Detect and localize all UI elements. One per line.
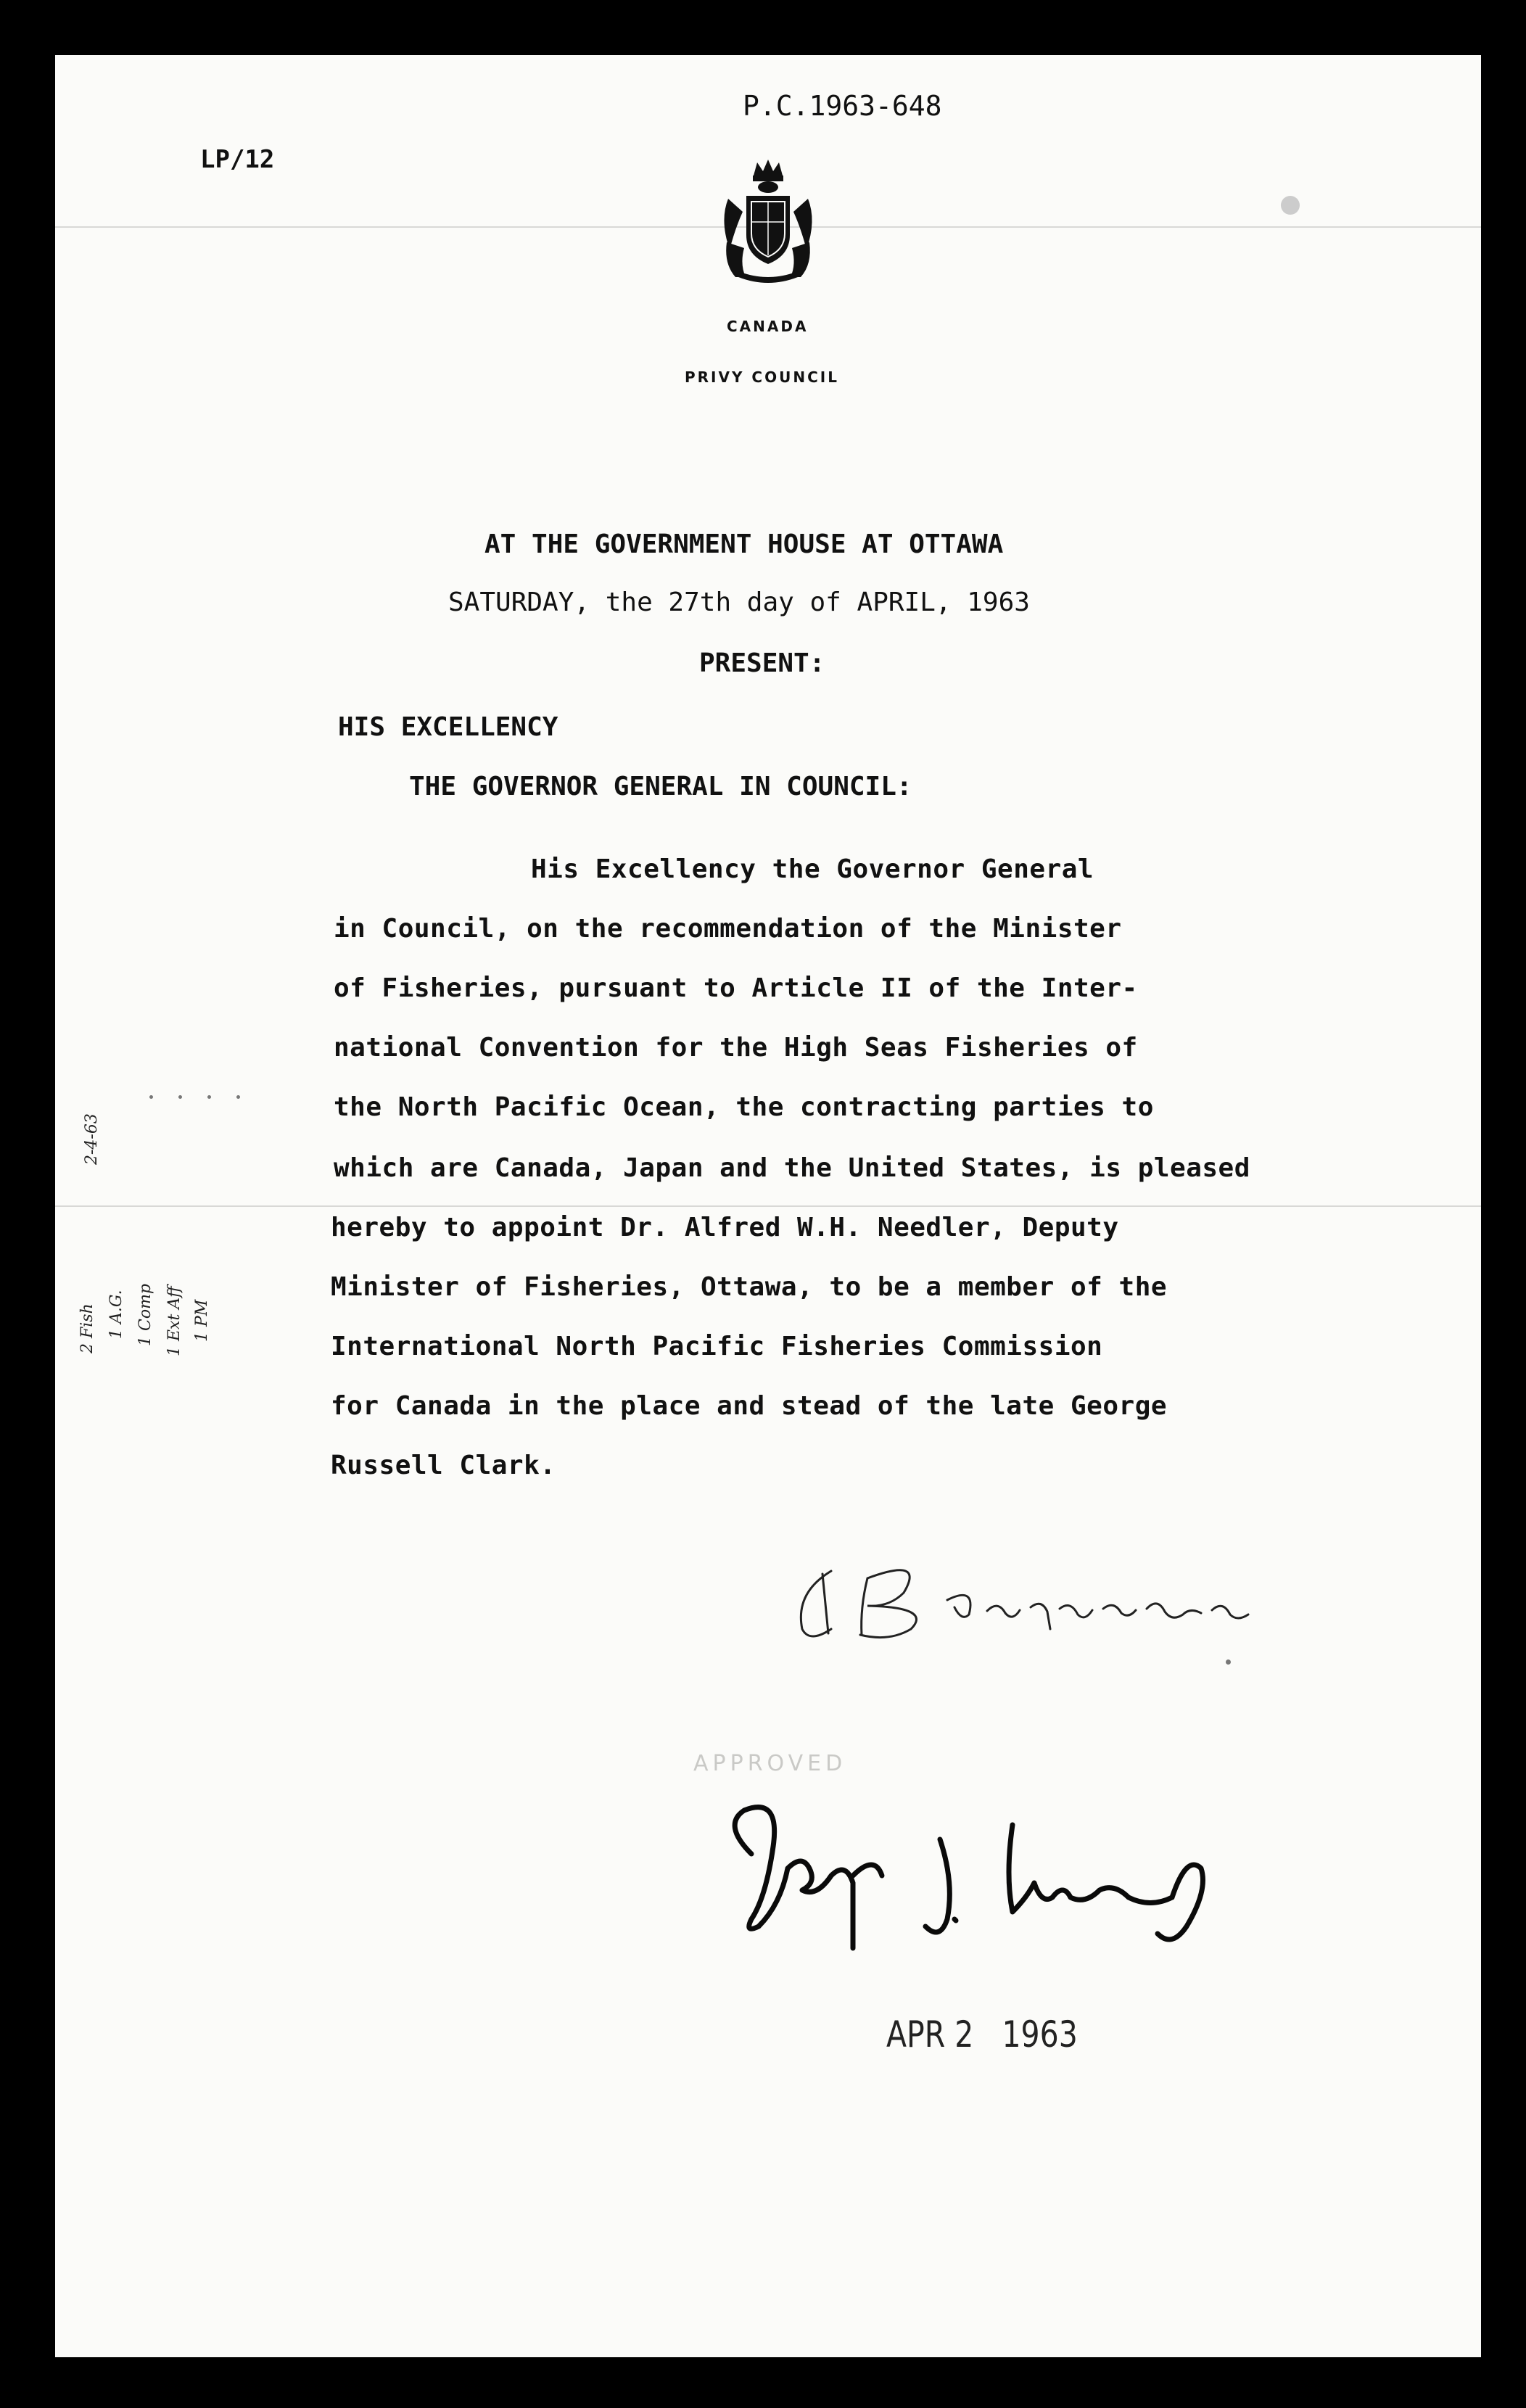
dot <box>207 1095 211 1099</box>
present-label: PRESENT: <box>699 648 825 678</box>
margin-note: 1 Ext Aff <box>165 1286 183 1356</box>
dot <box>236 1095 240 1099</box>
dot <box>149 1095 153 1099</box>
body-line: in Council, on the recommendation of the Minister <box>334 914 1122 944</box>
body-line: International North Pacific Fisheries Commission <box>331 1332 1103 1361</box>
ink-dot <box>1226 1659 1231 1665</box>
body-line: Minister of Fisheries, Ottawa, to be a member of the <box>331 1272 1168 1302</box>
prime-minister-signature <box>780 1549 1332 1665</box>
body-line: Russell Clark. <box>331 1451 556 1480</box>
margin-note: 1 PM <box>193 1299 211 1342</box>
meeting-place: AT THE GOVERNMENT HOUSE AT OTTAWA <box>484 529 1004 559</box>
smudge <box>1281 196 1300 215</box>
margin-note: 1 Comp <box>136 1283 154 1346</box>
meeting-date: SATURDAY, the 27th day of APRIL, 1963 <box>448 587 1030 617</box>
dot <box>178 1095 182 1099</box>
body-line: for Canada in the place and stead of the late George <box>331 1391 1168 1421</box>
approved-stamp: APPROVED <box>693 1751 847 1776</box>
file-reference: LP/12 <box>200 145 275 174</box>
approval-date: APR 2 1963 <box>886 2013 1078 2056</box>
body-line: His Excellency the Governor General <box>531 854 1094 884</box>
body-line: national Convention for the High Seas Fisheries of <box>334 1033 1138 1063</box>
body-line: the North Pacific Ocean, the contracting parties to <box>334 1092 1154 1122</box>
body-line: hereby to appoint Dr. Alfred W.H. Needler, Deputy <box>331 1213 1119 1242</box>
order-number: P.C.1963-648 <box>743 90 942 122</box>
addressee-line-1: HIS EXCELLENCY <box>338 712 558 742</box>
office-label: PRIVY COUNCIL <box>685 368 839 386</box>
addressee-line-2: THE GOVERNOR GENERAL IN COUNCIL: <box>409 772 912 801</box>
country-label: CANADA <box>727 318 809 335</box>
document-page <box>55 55 1481 2357</box>
body-line: of Fisheries, pursuant to Article II of the Inter- <box>334 973 1138 1003</box>
governor-general-signature <box>708 1781 1259 1970</box>
margin-note: 2 Fish <box>78 1303 96 1353</box>
margin-note-date: 2-4-63 <box>83 1113 101 1165</box>
body-line: which are Canada, Japan and the United States, is pleased <box>334 1153 1250 1183</box>
fold-line <box>55 1205 1481 1207</box>
margin-note: 1 A.G. <box>107 1290 125 1339</box>
coat-of-arms-icon <box>714 155 822 286</box>
